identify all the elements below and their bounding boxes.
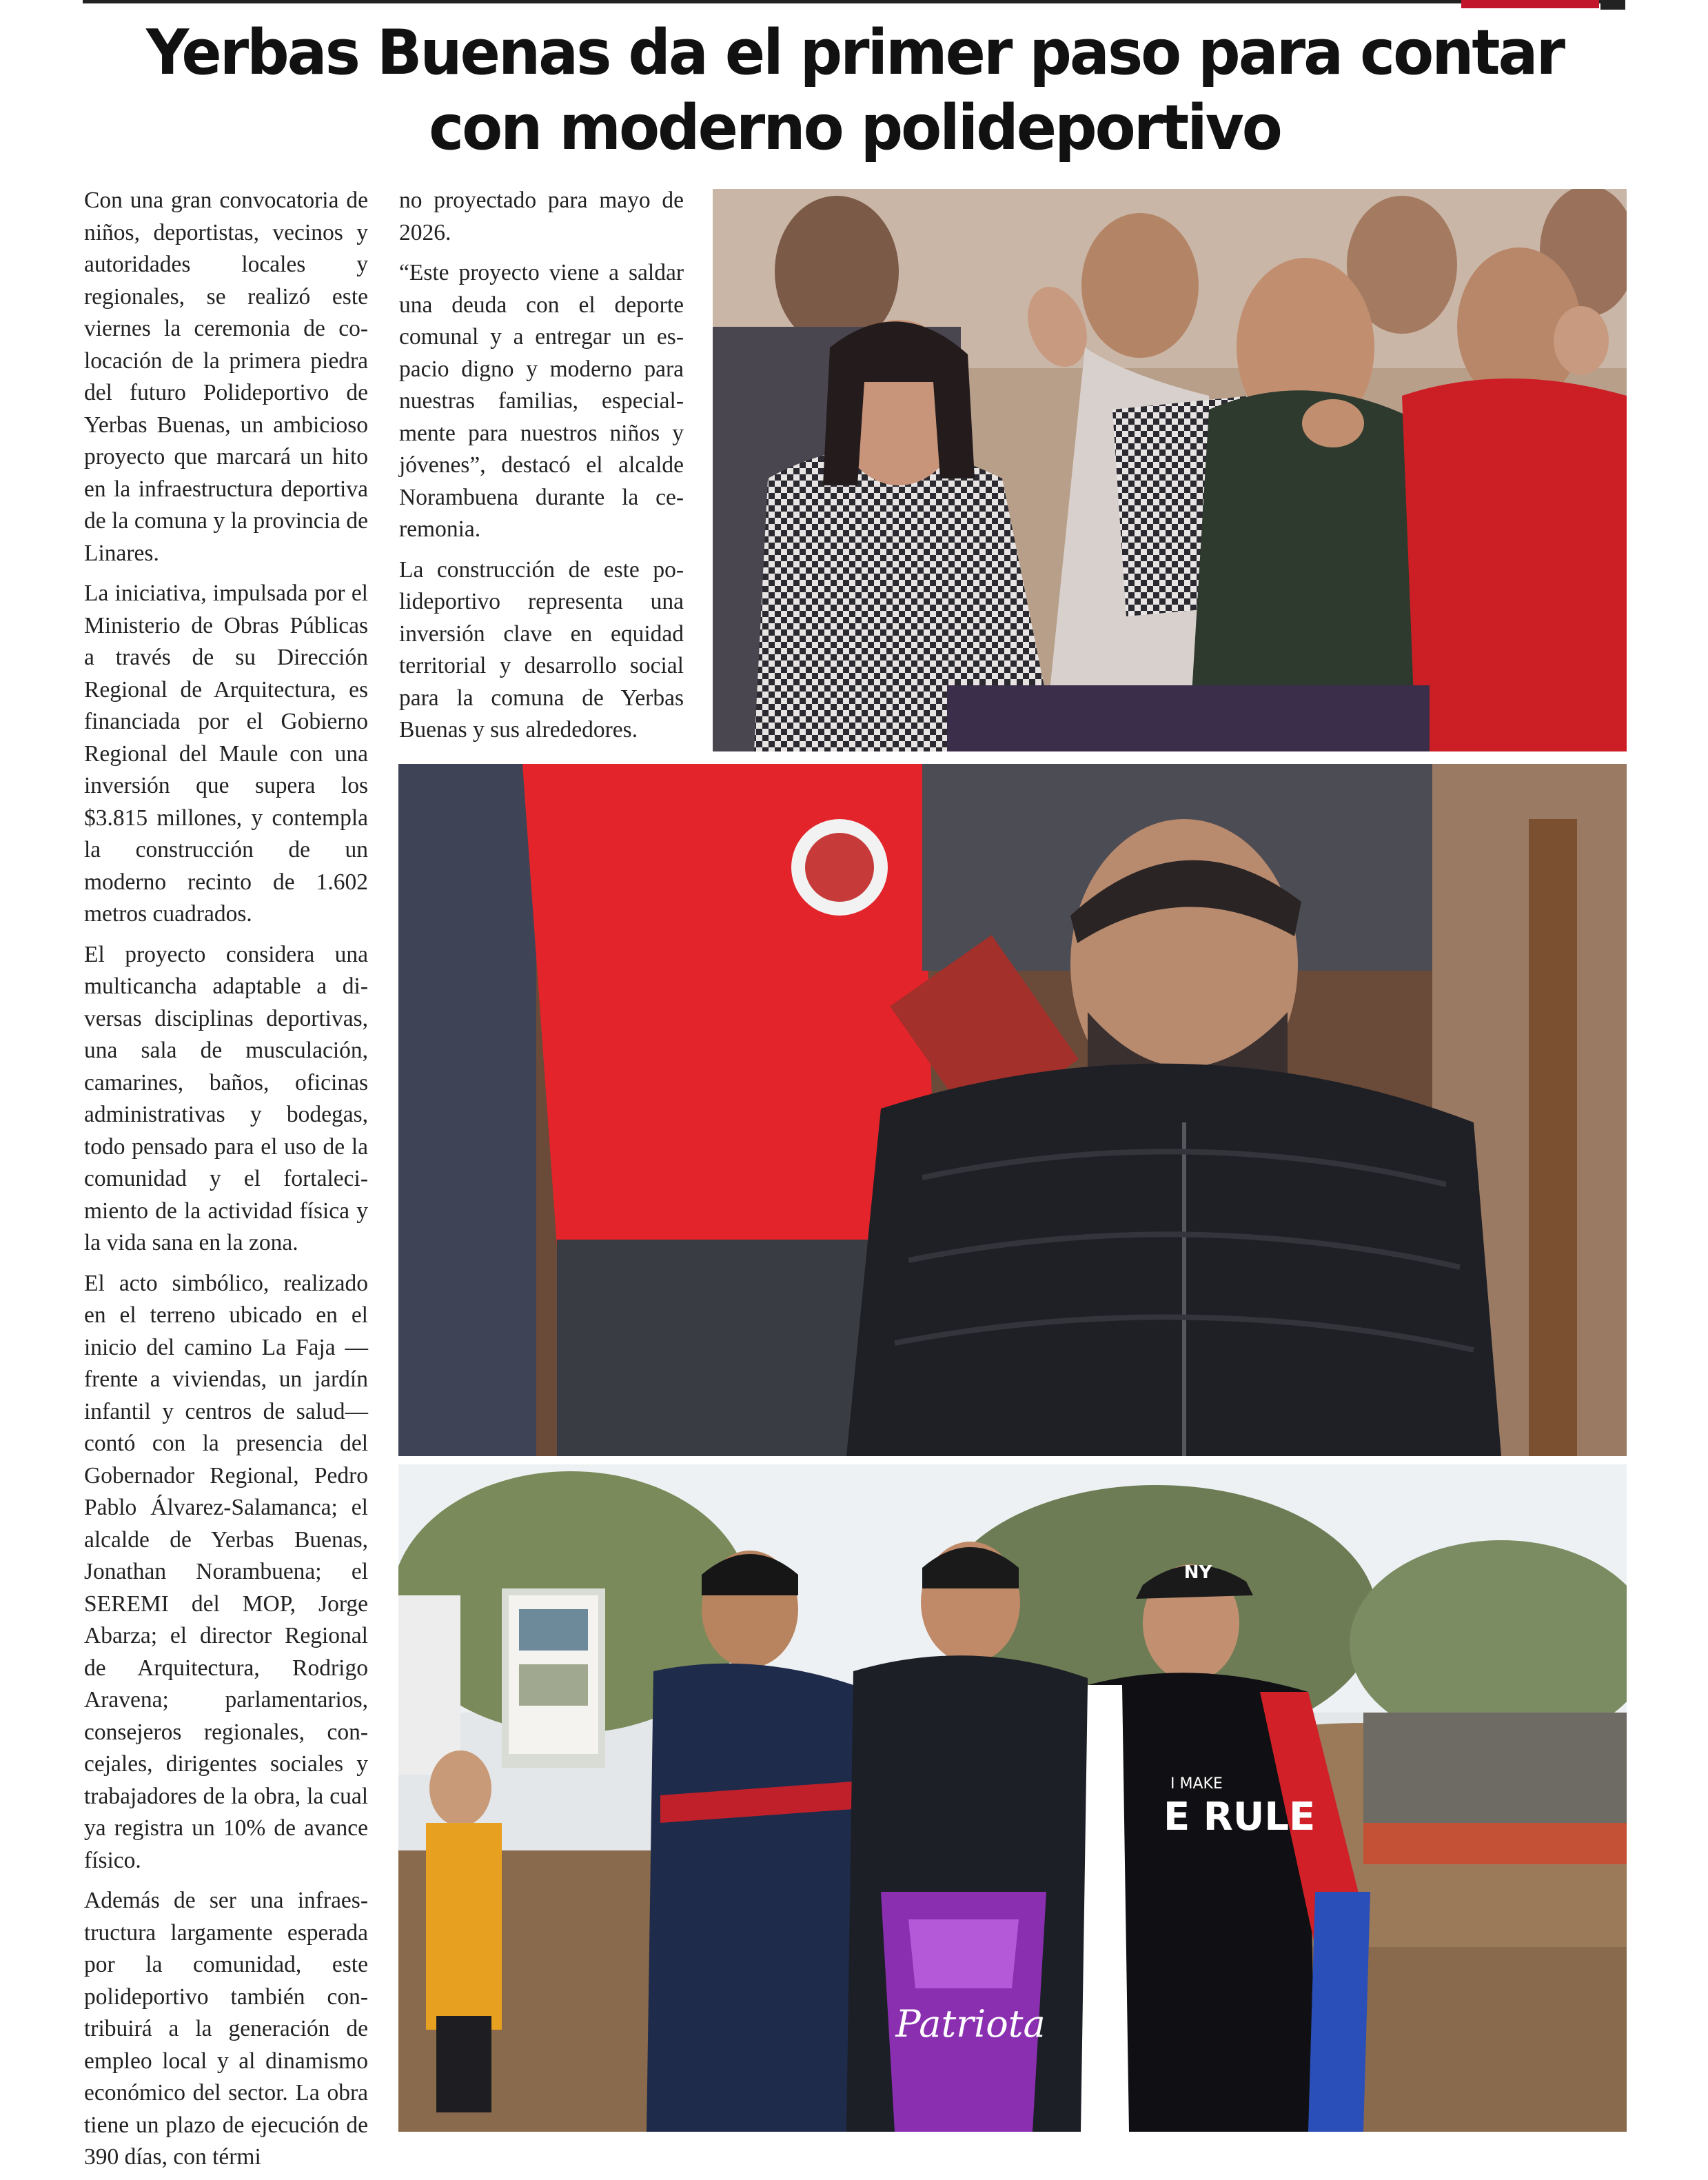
section-tab	[1461, 0, 1599, 8]
body-column-2	[399, 185, 684, 755]
photo-man-jacket	[398, 764, 1627, 1456]
paragraph: Con una gran convocatoria de niños, deportistas, vecinos y autoridades locales y regionales, se realizó este viernes la ceremonia de colocación de la primera piedra del futuro Polideportivo de Yerbas Buenas, un ambicioso proyecto que marcará un hito en la infraestructura deportiva de la comuna y la provincia de Linares.	[84, 188, 368, 566]
photo-three-men	[398, 1464, 1627, 2132]
body-column-1	[84, 185, 368, 2170]
cap-logo: NY	[1183, 1562, 1212, 1583]
headline-line-1: Yerbas Buenas da el primer paso para contar	[146, 17, 1563, 90]
page-marker	[1600, 0, 1625, 10]
shirt-text: E RULE	[1163, 1795, 1316, 1839]
shirt-small-text: I MAKE	[1170, 1775, 1223, 1793]
paragraph: Además de ser una infraestructura largamente esperada por la comunidad, este polideportivo también contribuirá a la generación de empleo local y al dinamismo económico del sector. La obra tiene un plazo de ejecución de 390 días, con térmi	[84, 1888, 368, 2170]
paragraph: El proyecto considera una multicancha adaptable a diversas disciplinas deportivas, una sala de musculación, camarines, baños, oficinas administrativas y bodegas, todo pensado para el uso de la comunidad y el fortalecimiento de la actividad física y la vida sana en la zona.	[84, 941, 368, 1255]
paragraph: La construcción de este polideportivo representa una inversión clave en equidad territorial y desarrollo social para la comuna de Yerbas Buenas y sus alrededores.	[399, 556, 684, 743]
top-rule	[83, 0, 1625, 3]
headline-line-2: con moderno polideportivo	[429, 92, 1281, 165]
photo-audience	[713, 189, 1627, 751]
paragraph: El acto simbólico, realizado en el terreno ubicado en el inicio del camino La Faja —frente a viviendas, un jardín infantil y centros de salud— contó con la presencia del Gobernador Regional, Pedro Pablo Álvarez-Salamanca; el alcalde de Yerbas Buenas, Jonathan Norambuena; el SEREMI del MOP, Jorge Abarza; el director Regional de Arquitectura, Rodrigo Aravena; parlamentarios, consejeros regionales, concejales, dirigentes sociales y trabajadores de la obra, la cual ya registra un 10% de avance físico.	[84, 1270, 368, 1873]
jersey-lettering: Patriota	[895, 2002, 1046, 2046]
paragraph: no proyectado para mayo de 2026.	[399, 188, 684, 245]
paragraph: “Este proyecto viene a saldar una deuda con el deporte comunal y a entregar un espacio digno y moderno para nuestras familias, especialmente para nuestros niños y jóvenes”, destacó el alcalde Norambuena durante la ceremonia.	[399, 260, 684, 542]
paragraph: La iniciativa, impulsada por el Ministerio de Obras Públicas a través de su Dirección Regional de Arquitectura, es financiada por el Gobierno Regional del Maule con una inversión que supera los $3.815 millones, y contempla la construcción de un moderno recinto de 1.602 metros cuadrados.	[84, 581, 368, 927]
headline	[96, 15, 1613, 165]
